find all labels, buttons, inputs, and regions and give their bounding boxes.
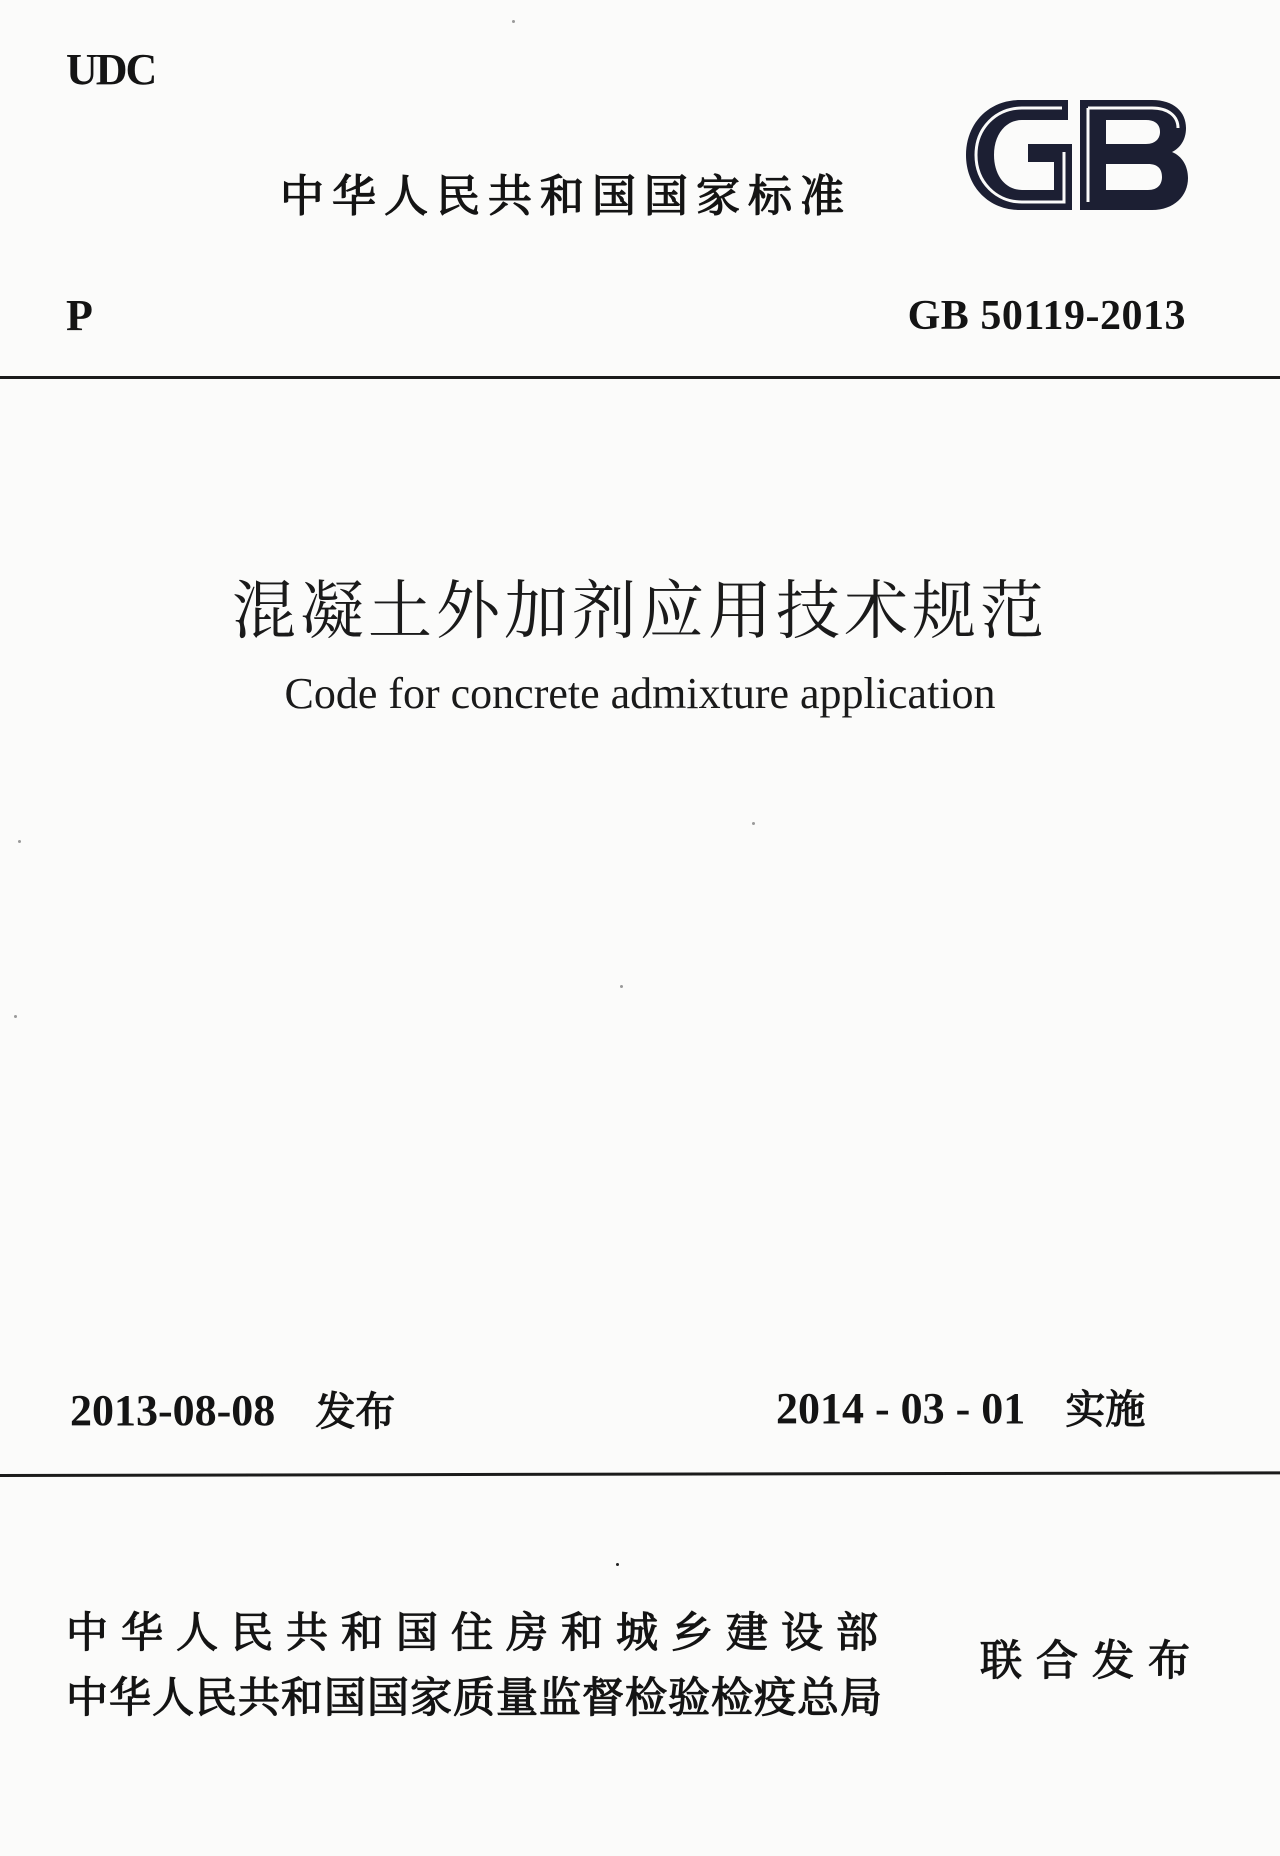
issue-label: 发布	[315, 1389, 396, 1435]
paper-speck	[14, 1015, 17, 1018]
paper-speck	[620, 985, 623, 988]
implementation-label: 实施	[1065, 1387, 1146, 1433]
document-title-english: Code for concrete admixture application	[284, 669, 996, 718]
paper-speck	[512, 20, 515, 23]
issuer-aqsiq: 中华人民共和国国家质量监督检验检疫总局	[66, 1673, 884, 1722]
implementation-date: 2014 - 03 - 01	[776, 1384, 1026, 1433]
issuer-ministry-housing: 中华人民共和国住房和城乡建设部	[66, 1608, 892, 1657]
udc-label: UDC	[66, 45, 156, 94]
category-code: P	[66, 291, 93, 340]
paper-speck	[18, 840, 21, 843]
gb-logo-icon	[962, 98, 1190, 212]
issue-date: 2013-08-08	[70, 1386, 276, 1435]
top-divider	[0, 376, 1280, 379]
issue-date-block	[70, 1380, 395, 1437]
standard-number: GB 50119-2013	[907, 293, 1186, 339]
paper-speck	[752, 822, 755, 825]
joint-issue-label: 联合发布	[980, 1636, 1205, 1685]
national-standard-heading: 中华人民共和国国家标准	[280, 171, 852, 222]
paper-speck	[616, 1563, 619, 1566]
document-title-chinese: 混凝土外加剂应用技术规范	[232, 575, 1048, 649]
implementation-date-block	[776, 1378, 1145, 1435]
bottom-divider	[0, 1471, 1280, 1477]
